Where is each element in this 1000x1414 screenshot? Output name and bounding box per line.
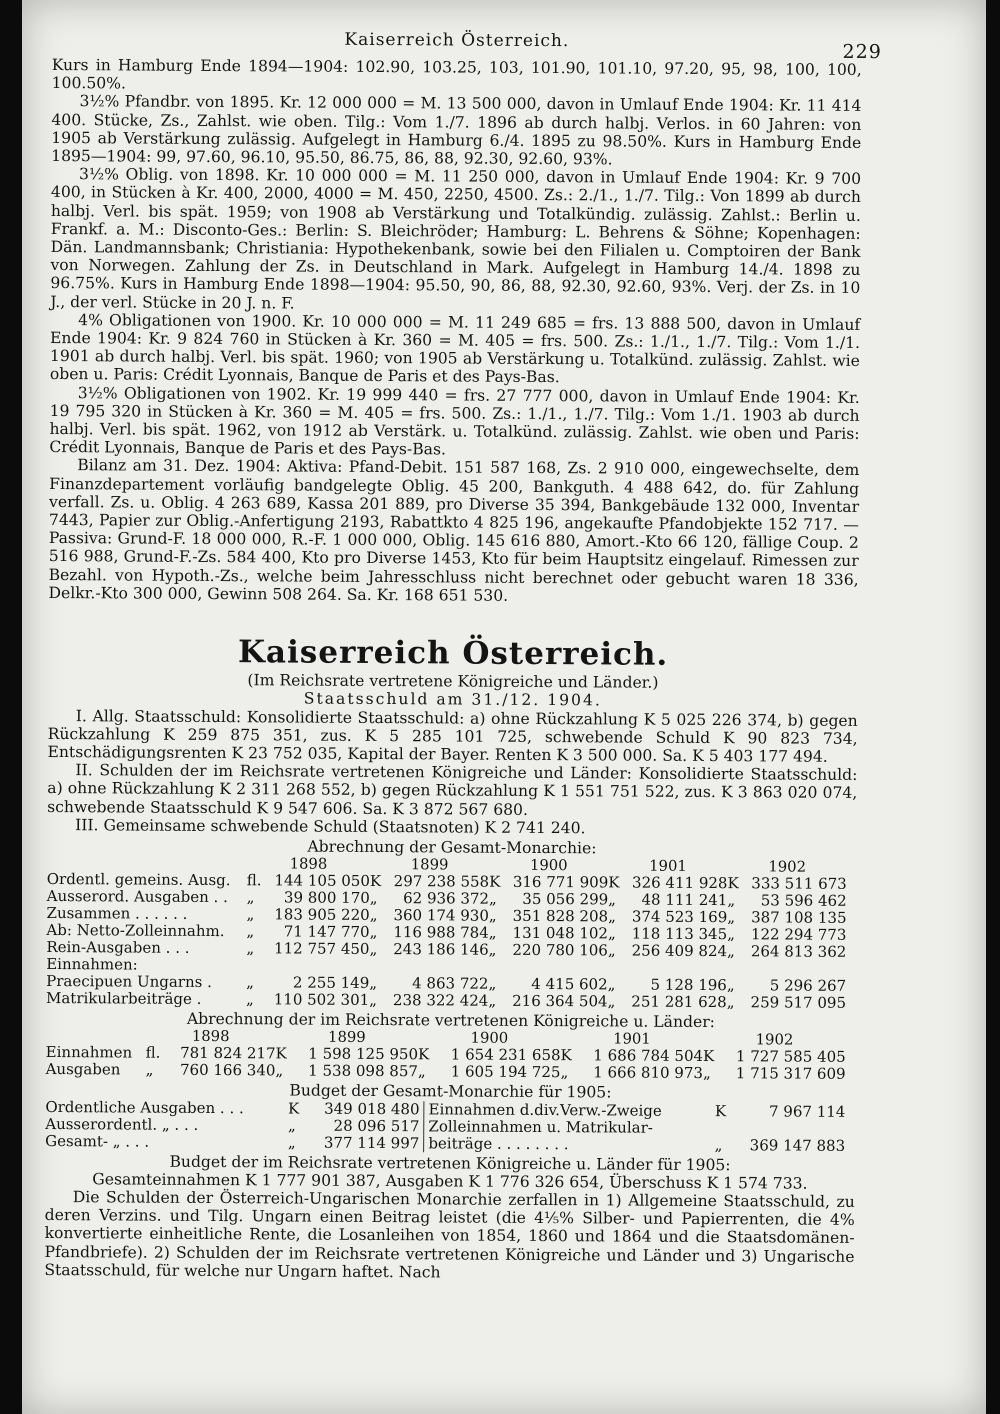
- unit-mark: „: [726, 976, 735, 995]
- value-cell: 1 598 125 950: [308, 1044, 419, 1064]
- value-cell: 5 128 196: [650, 975, 727, 995]
- value-cell: 360 174 930: [393, 906, 489, 925]
- page-number: 229: [842, 40, 882, 64]
- unit-mark: „: [727, 925, 736, 944]
- unit-mark: „: [608, 907, 616, 926]
- row-label: Ausserord. Ausgaben . .: [46, 887, 228, 907]
- budget-left-value: 28 096 517: [333, 1116, 420, 1135]
- value-cell: 1 666 810 973: [593, 1063, 704, 1083]
- header-blank: [46, 1027, 146, 1045]
- value-cell: [739, 960, 846, 978]
- book-page: [22, 0, 986, 1414]
- year-header: 1898: [289, 855, 328, 873]
- value-cell: 1 727 585 405: [735, 1047, 846, 1067]
- unit-mark: [727, 960, 740, 977]
- value-cell: 48 111 241: [641, 890, 728, 910]
- paragraph-obligationen-1900: 4% Obligationen von 1900. Kr. 10 000 000 = M. 11 249 685 = frs. 13 888 500, davon in Umlauf Ende 1904: Kr. 9 824 760 in Stücken à Kr. 360 = M. 405 = frs. 500. Zs.: 1./1., 1./7. Tilg.: Vom 1./1. 1901 ab durch halbj. Verl. bis spät. 1960; von 1905 ab Verstärkung u. Totalkünd. zulässig. Zahlst. wie oben u. Paris: Crédit Lyonnais, Banque de Paris et des Pays-Bas.: [49, 311, 861, 387]
- unit-mark: K: [560, 1046, 572, 1065]
- row-label: Einnahmen:: [46, 955, 138, 974]
- budget-right-unit: [715, 1120, 729, 1137]
- value-cell: [501, 959, 608, 977]
- year-header: 1900: [529, 857, 568, 875]
- value-cell: 243 186 146: [393, 940, 489, 959]
- running-head-title: Kaiserreich Österreich.: [344, 29, 570, 52]
- budget-right-value: 369 147 883: [749, 1135, 846, 1155]
- value-cell: 264 813 362: [750, 942, 847, 961]
- table-gesamt-monarchie: [46, 854, 847, 1012]
- unit-mark: „: [369, 974, 378, 993]
- unit-mark: „: [702, 1064, 711, 1083]
- year-header: 1901: [613, 1030, 651, 1049]
- value-cell: 216 364 504: [512, 991, 608, 1011]
- unit-mark: K: [369, 872, 382, 891]
- year-header: 1900: [470, 1029, 509, 1048]
- unit-mark: „: [607, 941, 616, 960]
- value-cell: 1 605 194 725: [450, 1062, 561, 1082]
- unit-mark: „: [488, 923, 497, 942]
- value-cell: 122 294 773: [750, 925, 847, 944]
- table1-caption: Abrechnung der Gesamt-Monarchie:: [307, 837, 597, 858]
- value-cell: 1 715 317 609: [735, 1064, 846, 1084]
- unit-mark: „: [560, 1063, 569, 1082]
- year-header: 1898: [191, 1028, 230, 1046]
- paragraph-kurs: Kurs in Hamburg Ende 1894—1904: 102.90, 103.25, 103, 101.90, 101.10, 97.20, 95, 98, 100, 100, 100.50%.: [51, 55, 862, 93]
- row-label: Einnahmen: [45, 1043, 133, 1062]
- debt-paragraph-1: I. Allg. Staatsschuld: Konsolidierte Staatsschuld: a) ohne Rückzahlung K 5 025 226 374, b) gegen Rückzahlung K 259 875 351, zus. K 5 285 101 725, schwebende Schuld K 90 823 734, Entschädigungsrenten K 23 752 035, Kapital der Bayer. Renten K 3 500 000. Sa. K 5 403 177 494.: [47, 706, 858, 766]
- value-cell: 1 686 784 504: [593, 1046, 704, 1066]
- budget-right-label: Zolleinnahmen u. Matrikular-: [424, 1118, 715, 1137]
- chapter-title: Kaiserreich Österreich.: [237, 634, 669, 673]
- unit-mark: [489, 959, 502, 976]
- budget-right-value: 7 967 114: [768, 1101, 846, 1121]
- value-cell: 35 056 299: [522, 890, 609, 909]
- unit-mark: „: [607, 924, 616, 943]
- unit-mark: „: [607, 975, 616, 994]
- value-cell: 297 238 558: [393, 872, 490, 891]
- value-cell: 326 411 928: [631, 873, 728, 893]
- debt-paragraph-2: II. Schulden der im Reichsrate vertretenen Königreiche und Länder: Konsolidierte Staatsschuld: a) ohne Rückzahlung K 2 311 268 552, b) gegen Rückzahlung K 1 551 751 522, zus. K 3 863 020 074, schwebende Staatsschuld K 9 547 606. Sa. K 3 872 567 680.: [47, 761, 858, 819]
- table2-caption: Abrechnung der im Reichsrate vertretenen Königreiche u. Länder:: [186, 1009, 716, 1032]
- year-header: 1902: [755, 1031, 794, 1049]
- value-cell: 1 654 231 658: [450, 1045, 561, 1065]
- value-cell: 781 824 217: [180, 1044, 276, 1063]
- budget-left-label: Gesamt- „ . . .: [45, 1131, 150, 1151]
- unit-mark: „: [246, 888, 255, 907]
- unit-mark: „: [369, 889, 378, 908]
- unit-mark: „: [145, 1060, 154, 1079]
- value-cell: 256 409 824: [631, 941, 728, 961]
- unit-mark: [608, 960, 621, 977]
- budget-left-label: Ordentliche Ausgaben . . .: [45, 1097, 244, 1117]
- row-label: Rein-Ausgaben . . .: [46, 938, 190, 957]
- budget-right-label: Einnahmen d.div.Verw.-Zweige: [424, 1101, 715, 1120]
- value-cell: 131 048 102: [512, 923, 609, 943]
- value-cell: 387 108 135: [751, 908, 847, 927]
- unit-mark: „: [488, 974, 497, 993]
- table-reichsrat-laender: [46, 1027, 846, 1083]
- value-cell: 118 113 345: [631, 924, 728, 944]
- unit-mark: „: [727, 942, 735, 961]
- unit-mark: „: [369, 991, 378, 1010]
- unit-mark: K: [608, 873, 620, 892]
- value-cell: [263, 957, 370, 975]
- unit-mark: „: [608, 890, 617, 909]
- value-cell: 144 105 050: [274, 871, 370, 891]
- value-cell: 110 502 301: [273, 990, 370, 1010]
- budget-left-unit: „: [287, 1132, 296, 1152]
- unit-mark: „: [417, 1062, 426, 1081]
- value-cell: 112 757 450: [274, 939, 370, 959]
- value-cell: 62 936 372: [403, 889, 490, 908]
- budget2-caption: Budget der im Reichsrate vertretenen Königreiche u. Länder für 1905:: [169, 1152, 731, 1174]
- unit-mark: „: [726, 993, 735, 1012]
- budget-right-label: beiträge . . . . . . . .: [424, 1135, 715, 1154]
- unit-mark: „: [607, 992, 616, 1011]
- unit-mark: [369, 958, 382, 975]
- unit-mark: „: [488, 991, 497, 1010]
- value-cell: 238 322 424: [392, 991, 489, 1010]
- year-header: 1899: [410, 856, 449, 874]
- unit-mark: „: [246, 973, 254, 992]
- value-cell: 760 166 340: [179, 1061, 276, 1080]
- row-label: Ab: Netto-Zolleinnahm.: [46, 921, 225, 941]
- value-cell: 374 523 169: [631, 907, 728, 927]
- debt-paragraph-3: III. Gemeinsame schwebende Schuld (Staatsnoten) K 2 741 240.: [75, 815, 586, 837]
- unit-mark: „: [245, 990, 254, 1009]
- unit-mark: „: [246, 939, 255, 958]
- unit-mark: „: [369, 906, 378, 925]
- table-row: [46, 1061, 846, 1083]
- table-row: [46, 990, 846, 1012]
- unit-mark: K: [418, 1045, 430, 1064]
- row-label: Ordentl. gemeins. Ausg.: [46, 870, 231, 890]
- unit-mark: K: [727, 874, 739, 893]
- row-label: Zusammen . . . . . .: [46, 904, 188, 923]
- running-head: [52, 22, 882, 64]
- paragraph-bilanz: Bilanz am 31. Dez. 1904: Aktiva: Pfand-Debit. 151 587 168, Zs. 2 910 000, eingewechselte, dem Finanzdepartement vorläufig bandgelegte Oblig. 45 200, Bankguth. 4 488 642, do. für Zahlung verfall. Zs. u. Oblig. 4 263 689, Kassa 201 889, pro Diverse 35 394, Bankgebäude 132 000, Inventar 7443, Papier zur Oblig.-Anfertigung 2193, Rabattkto 4 825 196, angekaufte Pfandobjekte 152 717. — Passiva: Grund-F. 18 000 000, R.-F. 1 000 000, Oblig. 145 616 880, Amort.-Kto 66 120, fällige Coup. 2 516 988, Grund-F.-Zs. 584 400, Kto pro Diverse 1453, Kto für beim Hauptsitz eingelauf. Rimessen zur Bezahl. von Hypoth.-Zs., welche beim Jahresschluss nicht berechnet oder gebucht waren 18 336, Delkr.-Kto 300 000, Gewinn 508 264. Sa. Kr. 168 651 530.: [48, 456, 860, 605]
- value-cell: 220 780 106: [512, 940, 608, 960]
- year-header: 1901: [649, 857, 687, 876]
- unit-mark: „: [488, 889, 497, 908]
- unit-mark: „: [275, 1061, 284, 1080]
- unit-mark: „: [369, 940, 378, 959]
- unit-mark: K: [275, 1044, 287, 1063]
- year-header: 1899: [328, 1029, 366, 1047]
- value-cell: 5 296 267: [769, 976, 847, 995]
- budget-left-label: Ausserordentl. „ . . .: [45, 1114, 199, 1134]
- section-heading: Staatsschuld am 31./12. 1904.: [303, 689, 602, 710]
- unit-mark: „: [369, 923, 378, 942]
- budget-right-unit: K: [714, 1101, 727, 1120]
- unit-mark: fl.: [145, 1043, 161, 1063]
- value-cell: 53 596 462: [760, 891, 847, 910]
- closing-paragraph: Die Schulden der Österreich-Ungarischen Monarchie zerfallen in 1) Allgemeine Staatsschuld, zu deren Verzins. und Tilg. Ungarn einen Beitrag leistet (die 4⅕% Silber- und Papierrenten, die 4% konvertierte einheitliche Rente, die Losanleihen von 1854, 1860 und 1864 und die Staatsdomänen-Pfandbriefe). 2) Schulden der im Reichsrate vertretenen Königreiche und Länder und 3) Ungarische Staatsschuld, für welche nur Ungarn haftet. Nach: [44, 1188, 855, 1282]
- row-label: Ausgaben: [45, 1060, 121, 1079]
- value-cell: 1 538 098 857: [308, 1061, 419, 1081]
- page-content: [44, 22, 882, 1284]
- value-cell: 39 800 170: [283, 888, 370, 908]
- value-cell: 2 255 149: [292, 973, 370, 993]
- unit-mark: K: [703, 1047, 715, 1066]
- value-cell: 316 771 909: [512, 872, 609, 892]
- unit-mark: fl.: [246, 871, 262, 890]
- budget-left-value: 349 018 480: [324, 1099, 420, 1118]
- chapter-subtitle: (Im Reichsrate vertretene Königreiche und Länder.): [247, 671, 659, 692]
- value-cell: 116 988 784: [393, 923, 489, 942]
- value-cell: 351 828 208: [512, 906, 609, 926]
- budget-row: [45, 1133, 845, 1155]
- paragraph-obligationen-1902: 3½% Obligationen von 1902. Kr. 19 999 440 = frs. 27 777 000, davon in Umlauf Ende 1904: Kr. 19 795 320 in Stücken à Kr. 360 = M. 405 = frs. 500. Zs.: 1./1., 1./7. Tilg.: Vom 1./1. 1903 ab durch halbj. Verl. bis spät. 1962, von 1912 ab Verstärk. u. Totalkünd. zulässig. Zahlst. wie oben und Paris: Crédit Lyonnais, Banque de Paris et des Pays-Bas.: [49, 383, 860, 459]
- value-cell: [620, 960, 727, 978]
- unit-mark: „: [727, 891, 736, 910]
- budget-right-unit: „: [714, 1135, 723, 1154]
- row-label: Matrikularbeiträge .: [45, 989, 202, 1009]
- value-cell: 333 511 673: [751, 874, 847, 893]
- table-budget-gesamt-monarchie: [45, 1099, 845, 1155]
- budget-left-value: 377 114 997: [323, 1133, 420, 1152]
- unit-mark: „: [488, 940, 497, 959]
- year-header: 1902: [768, 858, 807, 876]
- budget1-caption: Budget der Gesamt-Monarchie für 1905:: [289, 1081, 612, 1102]
- unit-mark: [246, 957, 263, 974]
- budget-left-unit: K: [288, 1098, 300, 1118]
- unit-mark: „: [727, 908, 736, 927]
- row-label: Praecipuen Ungarns .: [46, 972, 212, 992]
- value-cell: 259 517 095: [750, 993, 847, 1012]
- unit-mark: „: [246, 905, 255, 924]
- paragraph-pfandbriefe-1895: 3½% Pfandbr. von 1895. Kr. 12 000 000 = M. 13 500 000, davon in Umlauf Ende 1904: Kr. 11 414 400. Stücke, Zs., Zahlst. wie oben. Tilg.: Vom 1./7. 1896 ab durch halbj. Verlos. in 60 Jahren: von 1905 ab Verstärkung zulässig. Aufgelegt in Hamburg 6./4. 1895 zu 98.50%. Kurs in Hamburg Ende 1895—1904: 99, 97.60, 96.10, 95.50, 86.75, 86, 88, 92.30, 92.60, 93%.: [51, 92, 862, 169]
- unit-mark: „: [246, 922, 255, 941]
- value-cell: 183 905 220: [274, 905, 370, 925]
- paragraph-obligationen-1898: 3½% Oblig. von 1898. Kr. 10 000 000 = M. 11 250 000, davon in Umlauf Ende 1904: Kr. 9 700 400, in Stücken à Kr. 400, 2000, 4000 = M. 450, 2250, 4500. Zs.: 2./1., 1./7. Tilg.: Von 1899 ab durch halbj. Verl. bis spät. 1959; von 1908 ab Verstärkung und Totalkündig. zulässig. Zahlst.: Berlin u. Frankf. a. M.: Disconto-Ges.: Berlin: S. Bleichröder; Hamburg: L. Behrens & Söhne; Kopenhagen: Dän. Landmannsbank; Christiania: Hypothekenbank, sowie bei den Filialen u. Comptoiren der Bank von Norwegen. Zahlung der Zs. in Deutschland in Mark. Aufgelegt in Hamburg 14./4. 1898 zu 96.75%. Kurs in Hamburg Ende 1898—1904: 95.50, 90, 86, 88, 92.30, 92.60, 93%. Verj. der Zs. in 10 J., der verl. Stücke in 20 J. n. F.: [50, 165, 862, 313]
- budget2-text: Gesamteinnahmen K 1 777 901 387, Ausgaben K 1 776 326 654, Überschuss K 1 574 733.: [92, 1170, 808, 1193]
- unit-mark: K: [489, 872, 501, 891]
- budget-left-unit: „: [287, 1115, 296, 1135]
- unit-mark: „: [488, 906, 497, 925]
- value-cell: 251 281 628: [631, 992, 727, 1012]
- value-cell: 4 415 602: [531, 975, 608, 994]
- value-cell: [382, 958, 489, 976]
- budget-right-value: [728, 1120, 845, 1138]
- value-cell: 71 147 770: [283, 922, 370, 942]
- value-cell: 4 863 722: [412, 974, 489, 993]
